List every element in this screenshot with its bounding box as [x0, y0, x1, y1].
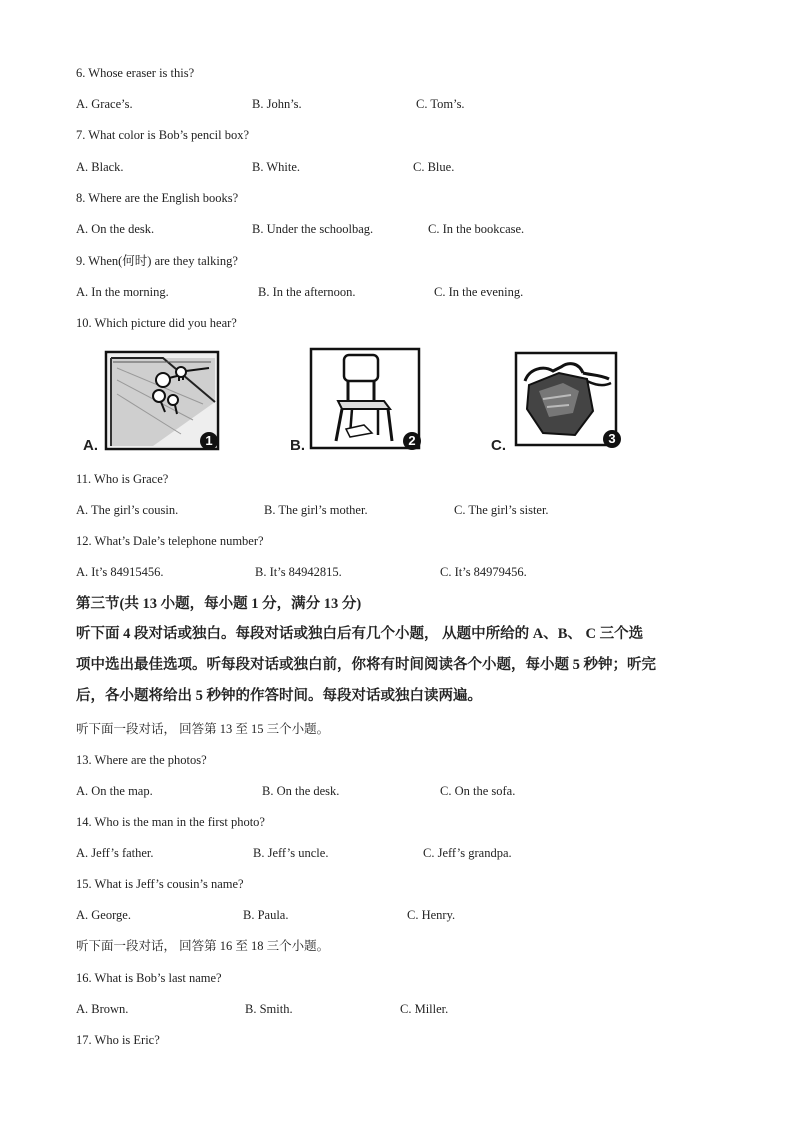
option-c: C. Blue. [413, 160, 455, 174]
option-a: A. On the desk. [76, 222, 155, 236]
section-instruction-1: 听下面 4 段对话或独白。每段对话或独白后有几个小题， 从题中所给的 A、B、 C 三个选 [76, 626, 644, 642]
question-10: 10. Which picture did you hear? [76, 316, 237, 330]
question-6: 6. Whose eraser is this? [76, 66, 195, 80]
option-b: B. In the afternoon. [258, 285, 356, 299]
question-7: 7. What color is Bob’s pencil box? [76, 128, 250, 142]
option-c: C. Jeff’s grandpa. [423, 846, 512, 860]
option-b: B. Paula. [243, 908, 289, 922]
option-c: C. The girl’s sister. [454, 503, 549, 517]
picture-number-3: 3 [603, 430, 621, 448]
option-c: C. In the evening. [434, 285, 524, 299]
section-instruction-2: 项中选出最佳选项。听每段对话或独白前，你将有时间阅读各个小题，每小题 5 秒钟；听完 [76, 657, 656, 673]
option-c: C. In the bookcase. [428, 222, 525, 236]
question-9: 9. When(何时) are they talking? [76, 254, 238, 268]
picture-number-1: 1 [200, 432, 218, 450]
option-b: B. The girl’s mother. [264, 503, 368, 517]
option-a: A. Black. [76, 160, 124, 174]
picture-label-c: C. [491, 437, 506, 454]
question-8: 8. Where are the English books? [76, 191, 239, 205]
question-14: 14. Who is the man in the first photo? [76, 815, 265, 829]
option-c: C. Henry. [407, 908, 456, 922]
option-c: C. Miller. [400, 1002, 449, 1016]
option-a: A. Jeff’s father. [76, 846, 154, 860]
option-a: A. Grace’s. [76, 97, 133, 111]
option-a: A. George. [76, 908, 131, 922]
question-13: 13. Where are the photos? [76, 753, 207, 767]
section-instruction-3: 后，各小题将给出 5 秒钟的作答时间。每段对话或独白读两遍。 [76, 688, 482, 704]
question-15: 15. What is Jeff’s cousin’s name? [76, 877, 244, 891]
option-c: C. It’s 84979456. [440, 565, 527, 579]
option-c: C. Tom’s. [416, 97, 465, 111]
question-17: 17. Who is Eric? [76, 1033, 160, 1047]
picture-label-b: B. [290, 437, 305, 454]
picture-label-a: A. [83, 437, 98, 454]
option-b: B. It’s 84942815. [255, 565, 342, 579]
question-16: 16. What is Bob’s last name? [76, 971, 222, 985]
option-b: B. Smith. [245, 1002, 293, 1016]
question-12: 12. What’s Dale’s telephone number? [76, 534, 264, 548]
option-b: B. Under the schoolbag. [252, 222, 374, 236]
option-a: A. It’s 84915456. [76, 565, 164, 579]
option-b: B. White. [252, 160, 301, 174]
option-b: B. Jeff’s uncle. [253, 846, 329, 860]
option-a: A. Brown. [76, 1002, 129, 1016]
picture-number-2: 2 [403, 432, 421, 450]
option-a: A. On the map. [76, 784, 153, 798]
option-b: B. On the desk. [262, 784, 340, 798]
option-b: B. John’s. [252, 97, 302, 111]
section-heading: 第三节(共 13 小题，每小题 1 分，满分 13 分) [76, 596, 362, 612]
bag-icon [513, 351, 619, 448]
option-c: C. On the sofa. [440, 784, 516, 798]
dialog-instruction: 听下面一段对话， 回答第 16 至 18 三个小题。 [76, 939, 330, 953]
option-a: A. In the morning. [76, 285, 169, 299]
dialog-instruction: 听下面一段对话， 回答第 13 至 15 三个小题。 [76, 722, 330, 736]
option-a: A. The girl’s cousin. [76, 503, 179, 517]
question-11: 11. Who is Grace? [76, 472, 169, 486]
